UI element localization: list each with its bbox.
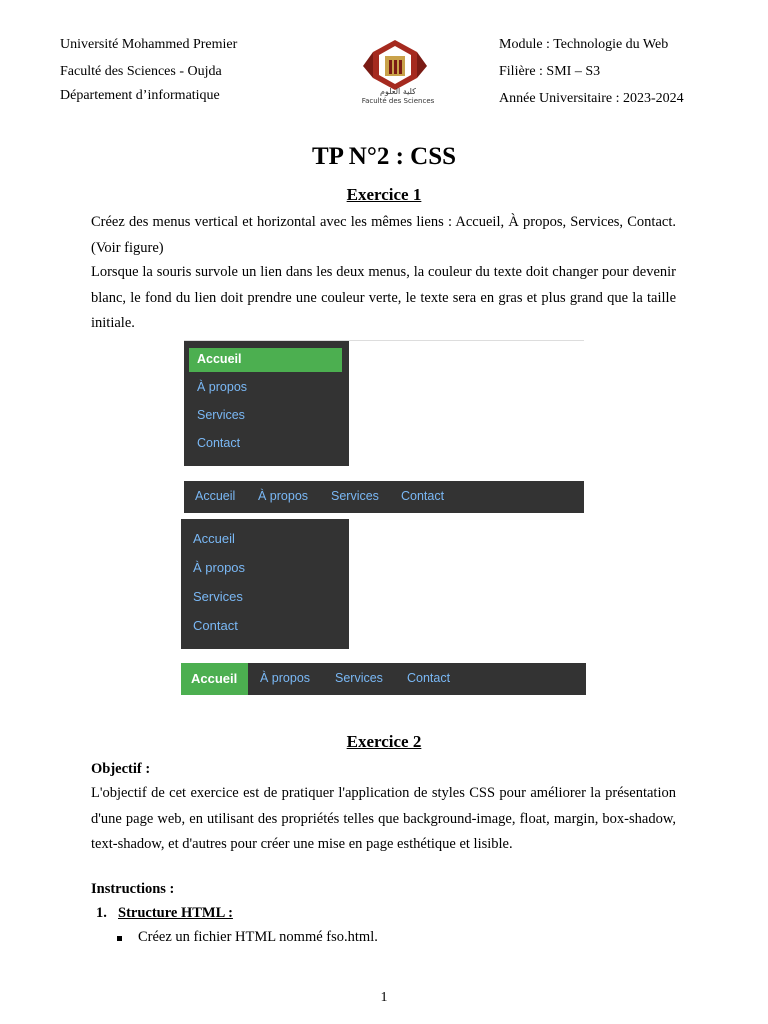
department-name: Département d’informatique: [60, 88, 220, 103]
menu-link-contact[interactable]: Contact: [401, 489, 445, 503]
vertical-menu-hover-demo: [184, 341, 349, 466]
academic-year: Année Universitaire : 2023-2024: [499, 91, 684, 106]
menu-link-a-propos[interactable]: À propos: [260, 671, 311, 685]
menu-link-accueil[interactable]: Accueil: [197, 352, 242, 366]
menu-link-accueil[interactable]: Accueil: [193, 531, 235, 546]
menu-link-services[interactable]: Services: [331, 489, 379, 503]
objective-label: Objectif :: [91, 761, 151, 777]
faculty-name: Faculté des Sciences - Oujda: [60, 64, 222, 79]
objective-paragraph: L'objectif de cet exercice est de pratiquer l'application de styles CSS pour améliorer la présentation d'une page web, en utilisant des propriétés telles que background-image, float, margin, box-shadow, text-shadow, et d'autres pour créer une mise en page esthétique et lisible.: [91, 785, 676, 852]
page-number: 1: [380, 990, 388, 1005]
exercise-1-paragraph-2: Lorsque la souris survole un lien dans les deux menus, la couleur du texte doit changer pour devenir blanc, le fond du lien doit prendre une couleur verte, le texte sera en gras et plus grand que la taille initiale.: [91, 264, 676, 331]
menu-link-contact[interactable]: Contact: [193, 618, 238, 633]
instructions-label: Instructions :: [91, 881, 175, 897]
module-name: Module : Technologie du Web: [499, 37, 669, 52]
university-name: Université Mohammed Premier: [60, 37, 238, 52]
logo-caption: Faculté des Sciences: [361, 97, 435, 105]
exercise-2-title: Exercice 2: [346, 732, 422, 751]
menu-link-a-propos[interactable]: À propos: [193, 560, 246, 575]
step-1-label: Structure HTML :: [118, 905, 233, 921]
menu-link-services[interactable]: Services: [335, 671, 383, 685]
menu-link-accueil[interactable]: Accueil: [195, 489, 236, 503]
vertical-menu-default: [181, 519, 349, 649]
filiere: Filière : SMI – S3: [499, 64, 601, 79]
menu-link-a-propos[interactable]: À propos: [258, 489, 309, 503]
step-1-number: 1.: [96, 905, 107, 921]
square-bullet-icon: [117, 936, 122, 941]
horizontal-menu-default: [184, 481, 584, 513]
menu-link-services[interactable]: Services: [197, 408, 245, 422]
step-1-bullet-text: Créez un fichier HTML nommé fso.html.: [138, 929, 378, 945]
page-title: TP N°2 : CSS: [311, 143, 457, 170]
exercise-1-title: Exercice 1: [346, 185, 422, 204]
exercise-1-paragraph-1: Créez des menus vertical et horizontal avec les mêmes liens : Accueil, À propos, Services, Contact. (Voir figure): [91, 214, 676, 256]
menu-link-a-propos[interactable]: À propos: [197, 380, 248, 394]
menu-link-contact[interactable]: Contact: [407, 671, 451, 685]
menu-link-services[interactable]: Services: [193, 589, 243, 604]
menu-link-accueil[interactable]: Accueil: [191, 671, 238, 686]
menu-link-contact[interactable]: Contact: [197, 436, 241, 450]
horizontal-menu-hover-demo: [181, 663, 586, 695]
logo-caption-arabic: كلية العلوم: [380, 87, 416, 96]
